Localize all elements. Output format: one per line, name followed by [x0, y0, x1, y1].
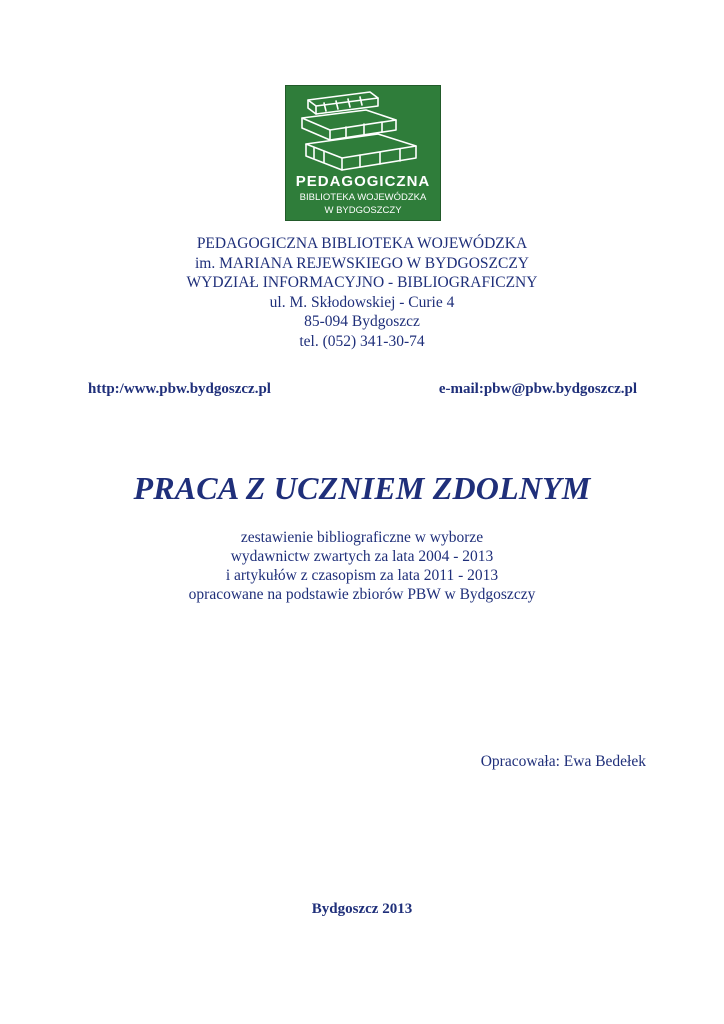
institution-name: PEDAGOGICZNA BIBLIOTEKA WOJEWÓDZKA — [196, 235, 528, 252]
institution-patron: im. MARIANA REJEWSKIEGO W BYDGOSZCZY — [195, 254, 529, 272]
institution-header — [0, 234, 724, 351]
subtitle-line: i artykułów z czasopism za lata 2011 - 2013 — [225, 567, 499, 584]
document-subtitle — [0, 528, 724, 604]
logo-line-2: BIBLIOTEKA WOJEWÓDZKA — [299, 192, 427, 203]
subtitle-line: wydawnictw zwartych za lata 2004 - 2013 — [230, 548, 494, 565]
department-name: WYDZIAŁ INFORMACYJNO - BIBLIOGRAFICZNY — [186, 274, 538, 291]
subtitle-line: opracowane na podstawie zbiorów PBW w Bydgoszczy — [188, 586, 536, 603]
email-link[interactable]: e-mail:pbw@pbw.bydgoszcz.pl — [438, 381, 637, 397]
logo-line-3: W BYDGOSZCZY — [324, 205, 402, 216]
subtitle-line: zestawienie bibliograficzne w wyborze — [240, 529, 484, 546]
postal-city: 85-094 Bydgoszcz — [304, 313, 420, 330]
website-link[interactable]: http:/www.pbw.bydgoszcz.pl — [88, 381, 271, 397]
place-year: Bydgoszcz 2013 — [311, 901, 413, 917]
books-icon — [286, 86, 440, 220]
document-title: PRACA Z UCZNIEM ZDOLNYM — [133, 470, 591, 506]
phone-number: tel. (052) 341-30-74 — [299, 332, 425, 350]
library-logo — [285, 85, 441, 221]
author-credit: Opracowała: Ewa Bedełek — [480, 753, 646, 770]
logo-line-1: PEDAGOGICZNA — [295, 173, 431, 190]
street-address: ul. M. Skłodowskiej - Curie 4 — [269, 293, 455, 311]
